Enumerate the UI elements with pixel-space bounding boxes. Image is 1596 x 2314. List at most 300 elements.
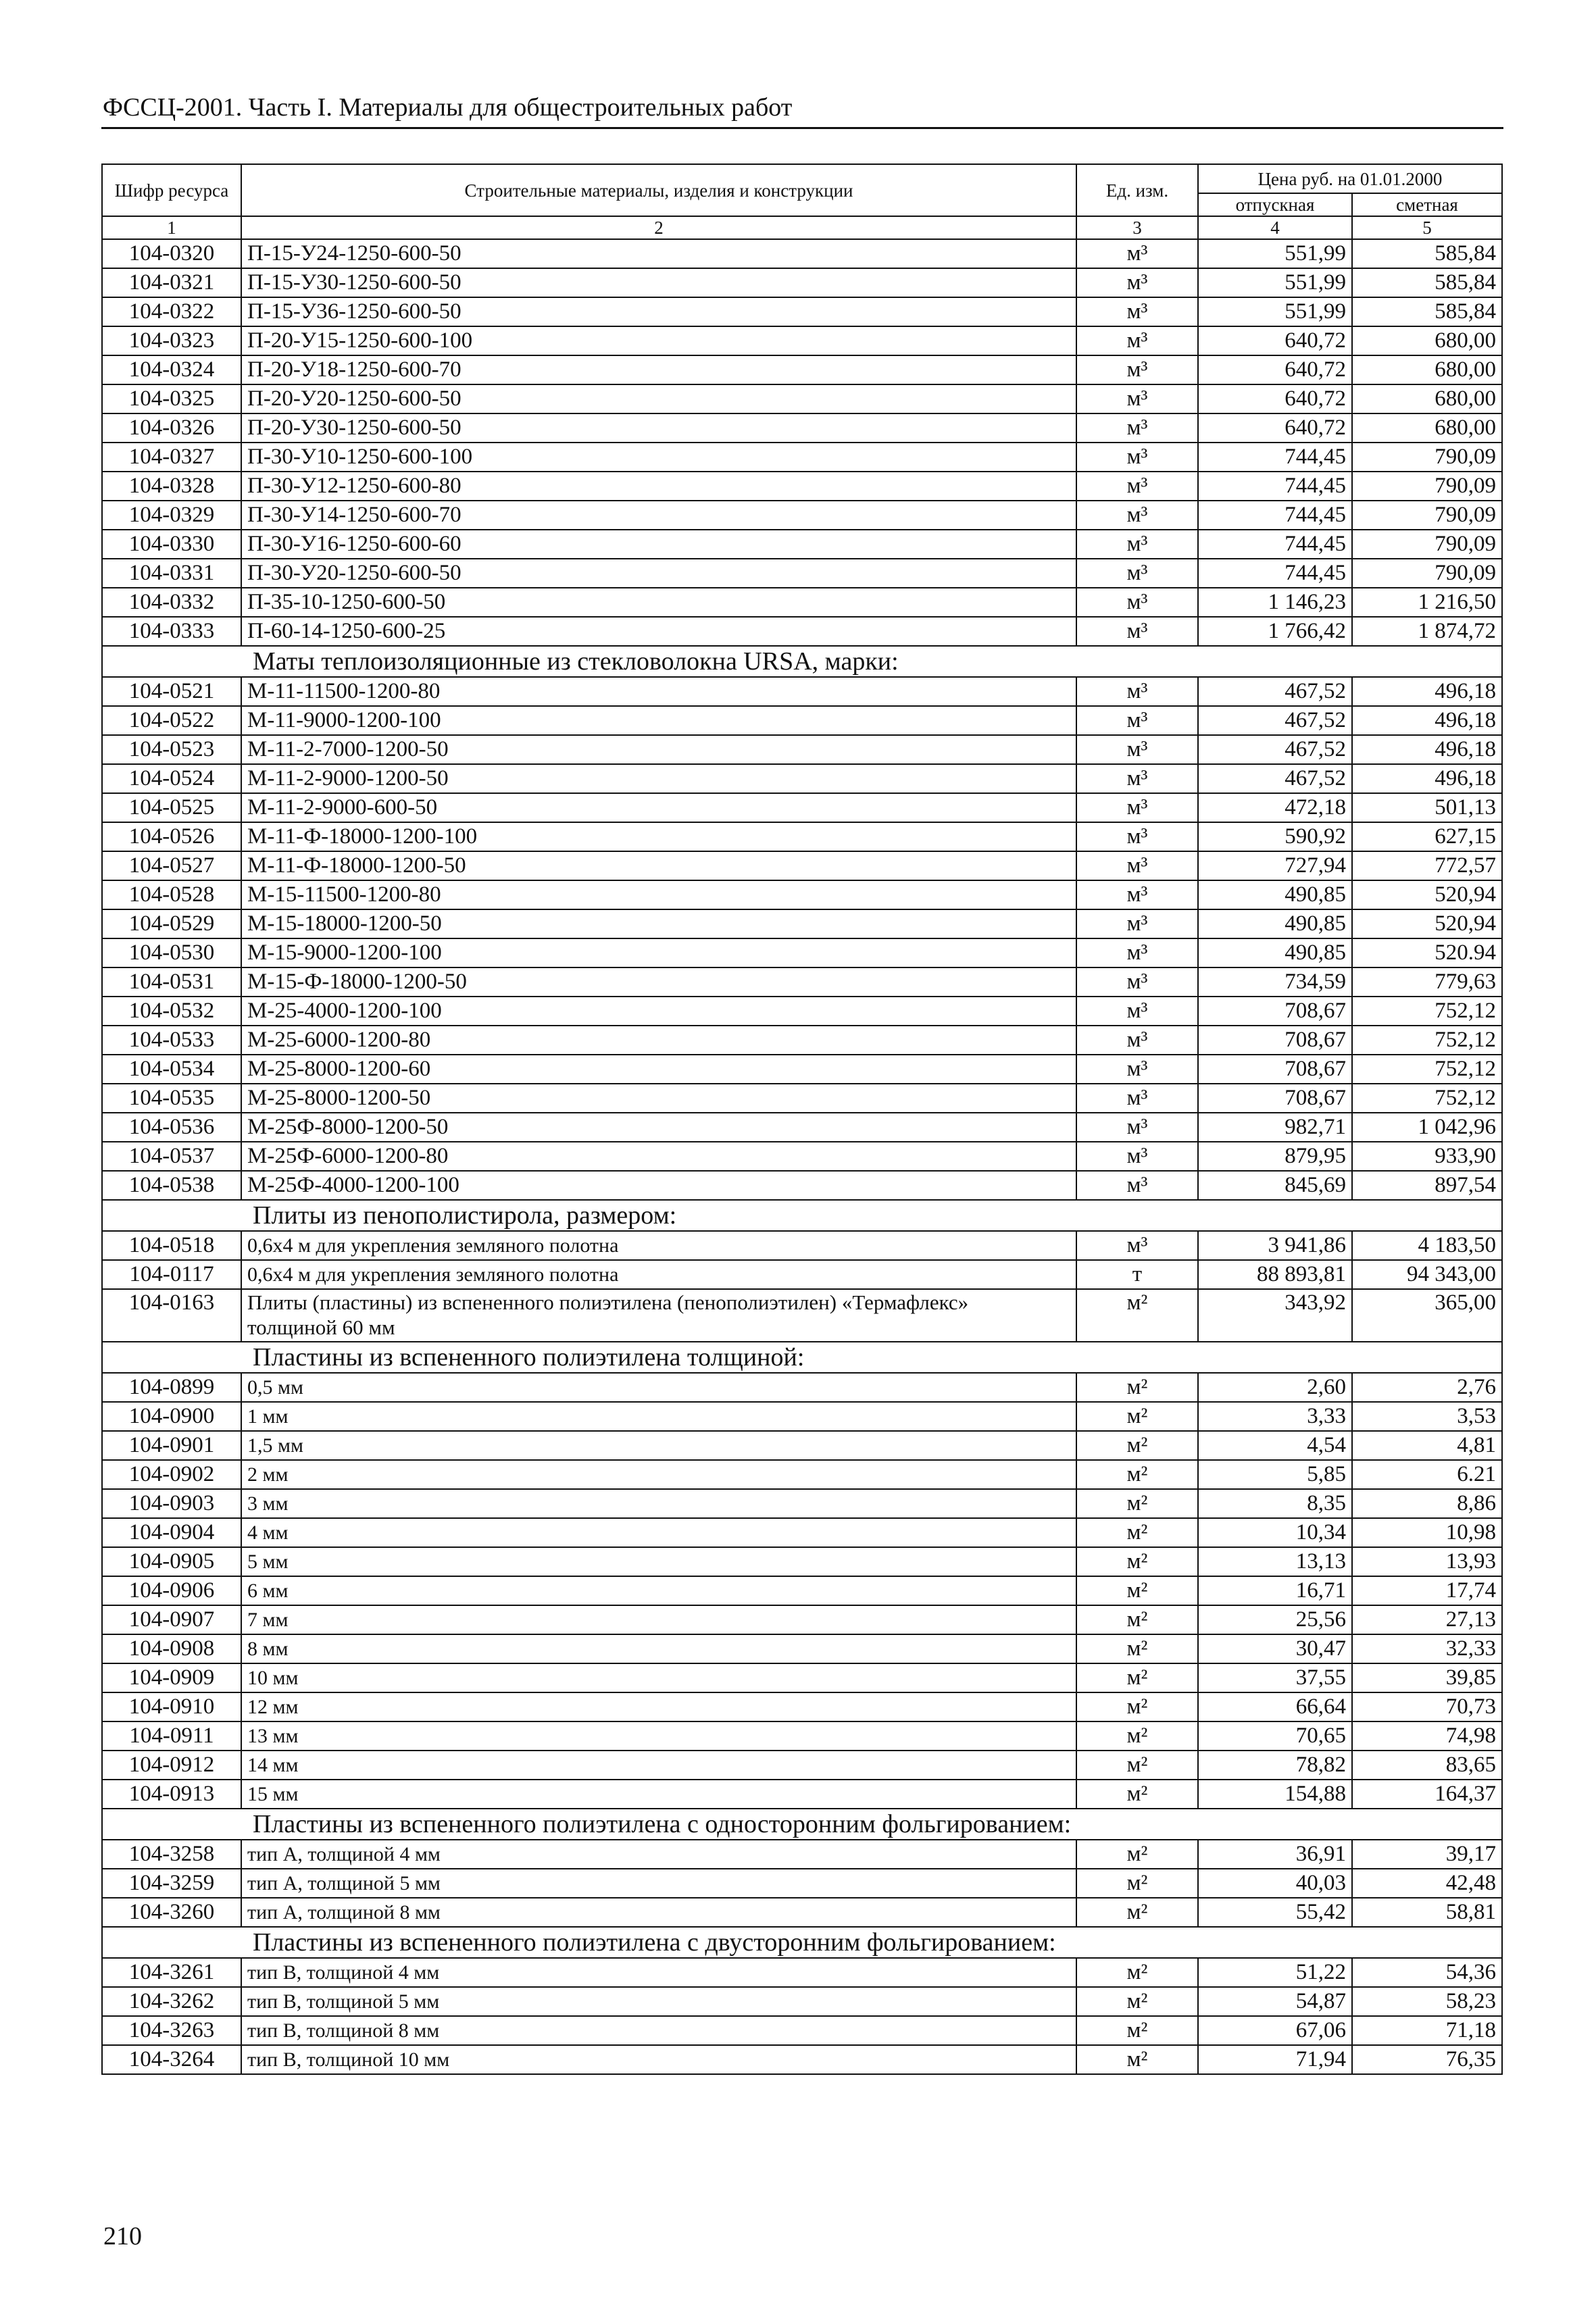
estimate-price-cell: 39,17 [1352, 1840, 1502, 1869]
release-price-cell: 5,85 [1198, 1460, 1352, 1489]
estimate-price-cell: 680,00 [1352, 326, 1502, 355]
unit-cell: м² [1076, 1431, 1198, 1460]
unit-cell: м³ [1076, 764, 1198, 793]
estimate-price-cell: 790,09 [1352, 559, 1502, 588]
estimate-price-cell: 4 183,50 [1352, 1231, 1502, 1260]
estimate-price-cell: 58,81 [1352, 1898, 1502, 1927]
table-row [102, 1171, 1502, 1200]
release-price-cell: 66,64 [1198, 1692, 1352, 1721]
material-name-cell: М-25-8000-1200-60 [241, 1055, 1076, 1084]
material-name-cell: М-25Ф-4000-1200-100 [241, 1171, 1076, 1200]
table-row [102, 706, 1502, 735]
table-row [102, 501, 1502, 530]
unit-cell: м² [1076, 1751, 1198, 1780]
table-row [102, 326, 1502, 355]
resource-code-cell: 104-0900 [102, 1402, 241, 1431]
estimate-price-cell: 501,13 [1352, 793, 1502, 822]
table-row [102, 1055, 1502, 1084]
estimate-price-cell: 27,13 [1352, 1605, 1502, 1634]
material-name-cell: П-20-У15-1250-600-100 [241, 326, 1076, 355]
estimate-price-cell: 790,09 [1352, 501, 1502, 530]
table-row [102, 2045, 1502, 2074]
table-row [102, 1026, 1502, 1055]
estimate-price-cell: 790,09 [1352, 443, 1502, 472]
unit-cell: м³ [1076, 735, 1198, 764]
material-name-cell: 0,6х4 м для укрепления земляного полотна [241, 1260, 1076, 1289]
resource-code-cell: 104-0329 [102, 501, 241, 530]
estimate-price-cell: 752,12 [1352, 1026, 1502, 1055]
estimate-price-cell: 680,00 [1352, 413, 1502, 443]
unit-cell: м² [1076, 1780, 1198, 1809]
unit-cell: м² [1076, 1518, 1198, 1547]
table-row [102, 472, 1502, 501]
resource-code-cell: 104-0526 [102, 822, 241, 851]
col-header-price: Цена руб. на 01.01.2000 [1198, 164, 1502, 193]
unit-cell: м³ [1076, 413, 1198, 443]
resource-code-cell: 104-0117 [102, 1260, 241, 1289]
release-price-cell: 490,85 [1198, 938, 1352, 967]
material-name-cell: 8 мм [241, 1634, 1076, 1663]
unit-cell: м³ [1076, 851, 1198, 880]
resource-code-cell: 104-0536 [102, 1113, 241, 1142]
material-name-cell: тип А, толщиной 5 мм [241, 1869, 1076, 1898]
release-price-cell: 25,56 [1198, 1605, 1352, 1634]
release-price-cell: 3 941,86 [1198, 1231, 1352, 1260]
estimate-price-cell: 496,18 [1352, 706, 1502, 735]
unit-cell: м³ [1076, 880, 1198, 909]
estimate-price-cell: 1 042,96 [1352, 1113, 1502, 1142]
unit-cell: м³ [1076, 268, 1198, 297]
material-name-cell: 14 мм [241, 1751, 1076, 1780]
material-name-cell: П-60-14-1250-600-25 [241, 617, 1076, 646]
material-name-cell: тип А, толщиной 8 мм [241, 1898, 1076, 1927]
estimate-price-cell: 779,63 [1352, 967, 1502, 997]
table-row [102, 1780, 1502, 1809]
material-name-cell: М-25-4000-1200-100 [241, 997, 1076, 1026]
unit-cell: м³ [1076, 1084, 1198, 1113]
table-row [102, 530, 1502, 559]
table-row [102, 443, 1502, 472]
unit-cell: м² [1076, 1289, 1198, 1342]
release-price-cell: 744,45 [1198, 443, 1352, 472]
material-name-cell: П-35-10-1250-600-50 [241, 588, 1076, 617]
resource-code-cell: 104-0906 [102, 1576, 241, 1605]
release-price-cell: 879,95 [1198, 1142, 1352, 1171]
table-row [102, 239, 1502, 268]
material-name-cell: П-20-У20-1250-600-50 [241, 384, 1076, 413]
resource-code-cell: 104-0909 [102, 1663, 241, 1692]
material-name-cell: М-11-11500-1200-80 [241, 677, 1076, 706]
unit-cell: м³ [1076, 239, 1198, 268]
resource-code-cell: 104-0532 [102, 997, 241, 1026]
unit-cell: м³ [1076, 472, 1198, 501]
release-price-cell: 13,13 [1198, 1547, 1352, 1576]
table-row [102, 1489, 1502, 1518]
table-row [102, 851, 1502, 880]
material-name-cell: 0,6х4 м для укрепления земляного полотна [241, 1231, 1076, 1260]
estimate-price-cell: 752,12 [1352, 1084, 1502, 1113]
table-row [102, 617, 1502, 646]
resource-code-cell: 104-0534 [102, 1055, 241, 1084]
resource-code-cell: 104-0522 [102, 706, 241, 735]
unit-cell: м³ [1076, 530, 1198, 559]
estimate-price-cell: 32,33 [1352, 1634, 1502, 1663]
materials-table [101, 164, 1503, 2075]
table-row [102, 1431, 1502, 1460]
unit-cell: м² [1076, 2045, 1198, 2074]
release-price-cell: 708,67 [1198, 1055, 1352, 1084]
release-price-cell: 845,69 [1198, 1171, 1352, 1200]
material-name-cell: 1 мм [241, 1402, 1076, 1431]
release-price-cell: 3,33 [1198, 1402, 1352, 1431]
material-name-cell: М-25Ф-8000-1200-50 [241, 1113, 1076, 1142]
table-row [102, 1547, 1502, 1576]
table-row [102, 588, 1502, 617]
resource-code-cell: 104-0523 [102, 735, 241, 764]
estimate-price-cell: 10,98 [1352, 1518, 1502, 1547]
estimate-price-cell: 39,85 [1352, 1663, 1502, 1692]
estimate-price-cell: 790,09 [1352, 530, 1502, 559]
material-name-cell: 3 мм [241, 1489, 1076, 1518]
col-header-code: Шифр ресурса [102, 164, 241, 216]
release-price-cell: 343,92 [1198, 1289, 1352, 1342]
resource-code-cell: 104-0524 [102, 764, 241, 793]
release-price-cell: 37,55 [1198, 1663, 1352, 1692]
section-row [102, 646, 1502, 677]
material-name-cell: М-11-Ф-18000-1200-100 [241, 822, 1076, 851]
resource-code-cell: 104-0535 [102, 1084, 241, 1113]
resource-code-cell: 104-0901 [102, 1431, 241, 1460]
material-name-cell: Плиты (пластины) из вспененного полиэтилена (пенополиэтилен) «Термафлекс» толщиной 60 мм [241, 1289, 1076, 1342]
unit-cell: м² [1076, 1605, 1198, 1634]
estimate-price-cell: 933,90 [1352, 1142, 1502, 1171]
release-price-cell: 78,82 [1198, 1751, 1352, 1780]
release-price-cell: 744,45 [1198, 530, 1352, 559]
table-row [102, 1402, 1502, 1431]
unit-cell: т [1076, 1260, 1198, 1289]
table-row [102, 559, 1502, 588]
table-row [102, 2016, 1502, 2045]
col-number: 2 [241, 216, 1076, 239]
unit-cell: м³ [1076, 909, 1198, 938]
table-body [102, 239, 1502, 2074]
resource-code-cell: 104-0330 [102, 530, 241, 559]
unit-cell: м² [1076, 1576, 1198, 1605]
resource-code-cell: 104-0325 [102, 384, 241, 413]
unit-cell: м² [1076, 1869, 1198, 1898]
unit-cell: м² [1076, 1958, 1198, 1987]
unit-cell: м² [1076, 1402, 1198, 1431]
release-price-cell: 67,06 [1198, 2016, 1352, 2045]
material-name-cell: 13 мм [241, 1721, 1076, 1751]
resource-code-cell: 104-0902 [102, 1460, 241, 1489]
release-price-cell: 727,94 [1198, 851, 1352, 880]
section-title: Пластины из вспененного полиэтилена толщиной: [102, 1342, 1502, 1373]
resource-code-cell: 104-0525 [102, 793, 241, 822]
table-row [102, 822, 1502, 851]
resource-code-cell: 104-0533 [102, 1026, 241, 1055]
unit-cell: м² [1076, 2016, 1198, 2045]
unit-cell: м² [1076, 1721, 1198, 1751]
release-price-cell: 30,47 [1198, 1634, 1352, 1663]
unit-cell: м³ [1076, 706, 1198, 735]
estimate-price-cell: 772,57 [1352, 851, 1502, 880]
release-price-cell: 744,45 [1198, 501, 1352, 530]
estimate-price-cell: 752,12 [1352, 997, 1502, 1026]
material-name-cell: тип В, толщиной 4 мм [241, 1958, 1076, 1987]
material-name-cell: М-15-11500-1200-80 [241, 880, 1076, 909]
unit-cell: м³ [1076, 677, 1198, 706]
material-name-cell: М-11-2-9000-600-50 [241, 793, 1076, 822]
resource-code-cell: 104-3264 [102, 2045, 241, 2074]
release-price-cell: 10,34 [1198, 1518, 1352, 1547]
section-title: Маты теплоизоляционные из стекловолокна URSA, марки: [102, 646, 1502, 677]
unit-cell: м² [1076, 1692, 1198, 1721]
estimate-price-cell: 76,35 [1352, 2045, 1502, 2074]
table-row [102, 1142, 1502, 1171]
material-name-cell: П-30-У14-1250-600-70 [241, 501, 1076, 530]
table-row [102, 297, 1502, 326]
material-name-cell: М-25Ф-6000-1200-80 [241, 1142, 1076, 1171]
table-row [102, 938, 1502, 967]
release-price-cell: 467,52 [1198, 706, 1352, 735]
table-row [102, 1289, 1502, 1342]
material-name-cell: П-20-У30-1250-600-50 [241, 413, 1076, 443]
material-name-cell: П-30-У12-1250-600-80 [241, 472, 1076, 501]
unit-cell: м³ [1076, 1026, 1198, 1055]
resource-code-cell: 104-3262 [102, 1987, 241, 2016]
resource-code-cell: 104-0537 [102, 1142, 241, 1171]
estimate-price-cell: 13,93 [1352, 1547, 1502, 1576]
unit-cell: м³ [1076, 501, 1198, 530]
material-name-cell: П-30-У20-1250-600-50 [241, 559, 1076, 588]
release-price-cell: 51,22 [1198, 1958, 1352, 1987]
page-header: ФССЦ-2001. Часть I. Материалы для общестроительных работ [103, 93, 793, 122]
material-name-cell: П-30-У16-1250-600-60 [241, 530, 1076, 559]
material-name-cell: П-15-У36-1250-600-50 [241, 297, 1076, 326]
resource-code-cell: 104-0323 [102, 326, 241, 355]
material-name-cell: 0,5 мм [241, 1373, 1076, 1402]
section-title: Пластины из вспененного полиэтилена с двусторонним фольгированием: [102, 1927, 1502, 1958]
section-title: Пластины из вспененного полиэтилена с односторонним фольгированием: [102, 1809, 1502, 1840]
unit-cell: м³ [1076, 355, 1198, 384]
table-row [102, 735, 1502, 764]
resource-code-cell: 104-0324 [102, 355, 241, 384]
table-row [102, 1987, 1502, 2016]
material-name-cell: 4 мм [241, 1518, 1076, 1547]
table-row [102, 1692, 1502, 1721]
estimate-price-cell: 1 216,50 [1352, 588, 1502, 617]
table-row [102, 1084, 1502, 1113]
resource-code-cell: 104-0911 [102, 1721, 241, 1751]
release-price-cell: 982,71 [1198, 1113, 1352, 1142]
unit-cell: м³ [1076, 997, 1198, 1026]
table-row [102, 1634, 1502, 1663]
resource-code-cell: 104-0910 [102, 1692, 241, 1721]
unit-cell: м² [1076, 1373, 1198, 1402]
estimate-price-cell: 42,48 [1352, 1869, 1502, 1898]
resource-code-cell: 104-3258 [102, 1840, 241, 1869]
release-price-cell: 640,72 [1198, 326, 1352, 355]
material-name-cell: П-15-У30-1250-600-50 [241, 268, 1076, 297]
estimate-price-cell: 496,18 [1352, 735, 1502, 764]
table-row [102, 909, 1502, 938]
material-name-cell: П-15-У24-1250-600-50 [241, 239, 1076, 268]
release-price-cell: 490,85 [1198, 880, 1352, 909]
resource-code-cell: 104-0907 [102, 1605, 241, 1634]
unit-cell: м³ [1076, 967, 1198, 997]
resource-code-cell: 104-3263 [102, 2016, 241, 2045]
material-name-cell: М-11-2-7000-1200-50 [241, 735, 1076, 764]
resource-code-cell: 104-3261 [102, 1958, 241, 1987]
estimate-price-cell: 74,98 [1352, 1721, 1502, 1751]
resource-code-cell: 104-0321 [102, 268, 241, 297]
release-price-cell: 71,94 [1198, 2045, 1352, 2074]
release-price-cell: 551,99 [1198, 297, 1352, 326]
release-price-cell: 708,67 [1198, 1084, 1352, 1113]
material-name-cell: М-15-9000-1200-100 [241, 938, 1076, 967]
release-price-cell: 4,54 [1198, 1431, 1352, 1460]
estimate-price-cell: 8,86 [1352, 1489, 1502, 1518]
material-name-cell: 6 мм [241, 1576, 1076, 1605]
estimate-price-cell: 585,84 [1352, 268, 1502, 297]
table-row [102, 967, 1502, 997]
resource-code-cell: 104-0903 [102, 1489, 241, 1518]
release-price-cell: 55,42 [1198, 1898, 1352, 1927]
material-name-cell: тип В, толщиной 8 мм [241, 2016, 1076, 2045]
material-name-cell: М-25-8000-1200-50 [241, 1084, 1076, 1113]
col-header-price-estimate: сметная [1352, 193, 1502, 216]
estimate-price-cell: 752,12 [1352, 1055, 1502, 1084]
col-number: 1 [102, 216, 241, 239]
resource-code-cell: 104-0530 [102, 938, 241, 967]
estimate-price-cell: 71,18 [1352, 2016, 1502, 2045]
estimate-price-cell: 585,84 [1352, 239, 1502, 268]
material-name-cell: 15 мм [241, 1780, 1076, 1809]
resource-code-cell: 104-0521 [102, 677, 241, 706]
release-price-cell: 467,52 [1198, 677, 1352, 706]
resource-code-cell: 104-0320 [102, 239, 241, 268]
resource-code-cell: 104-0163 [102, 1289, 241, 1342]
table-row [102, 268, 1502, 297]
release-price-cell: 8,35 [1198, 1489, 1352, 1518]
table-row [102, 677, 1502, 706]
release-price-cell: 36,91 [1198, 1840, 1352, 1869]
estimate-price-cell: 790,09 [1352, 472, 1502, 501]
section-row [102, 1927, 1502, 1958]
section-row [102, 1342, 1502, 1373]
release-price-cell: 708,67 [1198, 997, 1352, 1026]
estimate-price-cell: 365,00 [1352, 1289, 1502, 1342]
release-price-cell: 154,88 [1198, 1780, 1352, 1809]
table-row [102, 793, 1502, 822]
unit-cell: м² [1076, 1634, 1198, 1663]
release-price-cell: 1 146,23 [1198, 588, 1352, 617]
release-price-cell: 590,92 [1198, 822, 1352, 851]
estimate-price-cell: 58,23 [1352, 1987, 1502, 2016]
estimate-price-cell: 585,84 [1352, 297, 1502, 326]
release-price-cell: 40,03 [1198, 1869, 1352, 1898]
release-price-cell: 472,18 [1198, 793, 1352, 822]
material-name-cell: 5 мм [241, 1547, 1076, 1576]
table-row [102, 413, 1502, 443]
unit-cell: м² [1076, 1460, 1198, 1489]
resource-code-cell: 104-0531 [102, 967, 241, 997]
release-price-cell: 640,72 [1198, 413, 1352, 443]
estimate-price-cell: 496,18 [1352, 764, 1502, 793]
estimate-price-cell: 17,74 [1352, 1576, 1502, 1605]
estimate-price-cell: 627,15 [1352, 822, 1502, 851]
unit-cell: м² [1076, 1987, 1198, 2016]
resource-code-cell: 104-0913 [102, 1780, 241, 1809]
release-price-cell: 467,52 [1198, 735, 1352, 764]
unit-cell: м² [1076, 1489, 1198, 1518]
release-price-cell: 490,85 [1198, 909, 1352, 938]
release-price-cell: 88 893,81 [1198, 1260, 1352, 1289]
material-name-cell: М-11-9000-1200-100 [241, 706, 1076, 735]
release-price-cell: 744,45 [1198, 559, 1352, 588]
unit-cell: м³ [1076, 1055, 1198, 1084]
table-row [102, 1869, 1502, 1898]
release-price-cell: 16,71 [1198, 1576, 1352, 1605]
table-row [102, 1605, 1502, 1634]
header-rule [101, 127, 1503, 129]
table-row [102, 1898, 1502, 1927]
unit-cell: м³ [1076, 822, 1198, 851]
release-price-cell: 2,60 [1198, 1373, 1352, 1402]
estimate-price-cell: 1 874,72 [1352, 617, 1502, 646]
table-row [102, 1840, 1502, 1869]
table-row [102, 1751, 1502, 1780]
table-row [102, 1518, 1502, 1547]
estimate-price-cell: 6.21 [1352, 1460, 1502, 1489]
table-row [102, 1663, 1502, 1692]
release-price-cell: 551,99 [1198, 239, 1352, 268]
material-name-cell: 7 мм [241, 1605, 1076, 1634]
estimate-price-cell: 680,00 [1352, 384, 1502, 413]
material-name-cell: 10 мм [241, 1663, 1076, 1692]
release-price-cell: 551,99 [1198, 268, 1352, 297]
resource-code-cell: 104-3260 [102, 1898, 241, 1927]
unit-cell: м³ [1076, 938, 1198, 967]
table-row [102, 355, 1502, 384]
resource-code-cell: 104-0528 [102, 880, 241, 909]
resource-code-cell: 104-0332 [102, 588, 241, 617]
unit-cell: м³ [1076, 297, 1198, 326]
material-name-cell: П-30-У10-1250-600-100 [241, 443, 1076, 472]
unit-cell: м³ [1076, 443, 1198, 472]
unit-cell: м³ [1076, 793, 1198, 822]
resource-code-cell: 104-0904 [102, 1518, 241, 1547]
release-price-cell: 640,72 [1198, 384, 1352, 413]
resource-code-cell: 104-0905 [102, 1547, 241, 1576]
col-number: 4 [1198, 216, 1352, 239]
material-name-cell: М-11-Ф-18000-1200-50 [241, 851, 1076, 880]
resource-code-cell: 104-0529 [102, 909, 241, 938]
material-name-cell: 1,5 мм [241, 1431, 1076, 1460]
unit-cell: м² [1076, 1898, 1198, 1927]
estimate-price-cell: 94 343,00 [1352, 1260, 1502, 1289]
material-name-cell: М-15-Ф-18000-1200-50 [241, 967, 1076, 997]
release-price-cell: 744,45 [1198, 472, 1352, 501]
section-row [102, 1809, 1502, 1840]
col-header-name: Строительные материалы, изделия и конструкции [241, 164, 1076, 216]
release-price-cell: 640,72 [1198, 355, 1352, 384]
section-row [102, 1200, 1502, 1231]
release-price-cell: 54,87 [1198, 1987, 1352, 2016]
resource-code-cell: 104-0333 [102, 617, 241, 646]
release-price-cell: 1 766,42 [1198, 617, 1352, 646]
